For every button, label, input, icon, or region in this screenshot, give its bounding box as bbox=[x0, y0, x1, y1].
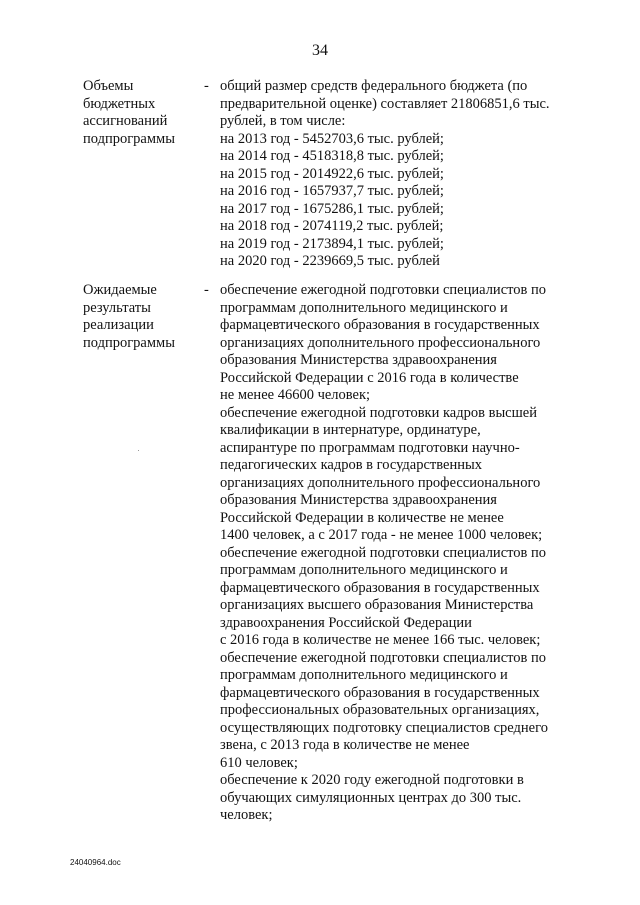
content-line: аспирантуре по программам подготовки научно- bbox=[220, 439, 520, 456]
content-line: на 2020 год - 2239669,5 тыс. рублей bbox=[220, 253, 440, 269]
content-line: фармацевтического образования в государственных bbox=[220, 317, 540, 333]
label-line: бюджетных bbox=[83, 95, 156, 112]
content-line: обеспечение ежегодной подготовки специалистов по bbox=[220, 649, 547, 666]
content-line: профессиональных образовательных организациях, bbox=[220, 702, 540, 718]
content-line: организациях дополнительного профессионального bbox=[220, 334, 541, 351]
label-line: Объемы bbox=[83, 78, 134, 94]
content-line: не менее 46600 человек; bbox=[220, 387, 371, 403]
label-line: реализации bbox=[83, 317, 154, 333]
label-line: результаты bbox=[83, 299, 151, 316]
content-line: Российской Федерации в количестве не менее bbox=[220, 509, 504, 526]
content-line: обучающих симуляционных центрах до 300 тыс. bbox=[220, 789, 522, 806]
section-label bbox=[83, 78, 193, 148]
scan-speck bbox=[138, 450, 139, 451]
content-line: на 2013 год - 5452703,6 тыс. рублей; bbox=[220, 130, 444, 147]
content-line: 610 человек; bbox=[220, 754, 298, 771]
content-line: Российской Федерации с 2016 года в количестве bbox=[220, 369, 519, 386]
content-line: на 2018 год - 2074119,2 тыс. рублей; bbox=[220, 218, 444, 234]
content-line: обеспечение ежегодной подготовки специалистов по bbox=[220, 282, 547, 298]
content-line: на 2015 год - 2014922,6 тыс. рублей; bbox=[220, 165, 444, 182]
content-line: обеспечение ежегодной подготовки кадров высшей bbox=[220, 404, 537, 421]
label-line: ассигнований bbox=[83, 113, 168, 129]
content-line: образования Министерства здравоохранения bbox=[220, 352, 497, 368]
label-line: Ожидаемые bbox=[83, 282, 157, 298]
content-line: звена, с 2013 года в количестве не менее bbox=[220, 737, 470, 753]
content-line: образования Министерства здравоохранения bbox=[220, 492, 497, 508]
section-content bbox=[220, 78, 605, 271]
page-number: 34 bbox=[312, 42, 328, 59]
content-line: осуществляющих подготовку специалистов среднего bbox=[220, 719, 548, 736]
content-line: организациях дополнительного профессионального bbox=[220, 474, 541, 491]
content-line: программам дополнительного медицинского и bbox=[220, 299, 508, 316]
content-line: рублей, в том числе: bbox=[220, 113, 346, 129]
content-line: программам дополнительного медицинского и bbox=[220, 667, 508, 683]
section-content bbox=[220, 282, 605, 825]
content-line: программам дополнительного медицинского и bbox=[220, 562, 508, 578]
content-line: на 2019 год - 2173894,1 тыс. рублей; bbox=[220, 235, 444, 252]
content-line: здравоохранения Российской Федерации bbox=[220, 614, 472, 631]
content-line: на 2016 год - 1657937,7 тыс. рублей; bbox=[220, 183, 444, 199]
content-line: на 2014 год - 4518318,8 тыс. рублей; bbox=[220, 148, 444, 164]
content-line: фармацевтического образования в государственных bbox=[220, 684, 540, 701]
content-line: обеспечение ежегодной подготовки специалистов по bbox=[220, 544, 547, 561]
content-line: на 2017 год - 1675286,1 тыс. рублей; bbox=[220, 200, 444, 217]
document-filename: 24040964.doc bbox=[70, 858, 121, 867]
content-line: педагогических кадров в государственных bbox=[220, 457, 482, 473]
content-line: обеспечение к 2020 году ежегодной подготовки в bbox=[220, 772, 524, 788]
content-line: фармацевтического образования в государственных bbox=[220, 579, 540, 596]
content-line: 1400 человек, а с 2017 года - не менее 1000 человек; bbox=[220, 527, 543, 543]
section-label bbox=[83, 282, 193, 352]
content-line: общий размер средств федерального бюджета (по bbox=[220, 78, 528, 94]
content-line: квалификации в интернатуре, ординатуре, bbox=[220, 422, 481, 438]
label-line: подпрограммы bbox=[83, 334, 175, 351]
section-dash: - bbox=[204, 282, 209, 298]
content-line: с 2016 года в количестве не менее 166 тыс. человек; bbox=[220, 632, 541, 648]
section-dash: - bbox=[204, 78, 209, 94]
content-line: предварительной оценке) составляет 21806851,6 тыс. bbox=[220, 95, 550, 112]
label-line: подпрограммы bbox=[83, 130, 175, 147]
content-line: организациях высшего образования Министерства bbox=[220, 597, 534, 613]
content-line: человек; bbox=[220, 807, 273, 823]
